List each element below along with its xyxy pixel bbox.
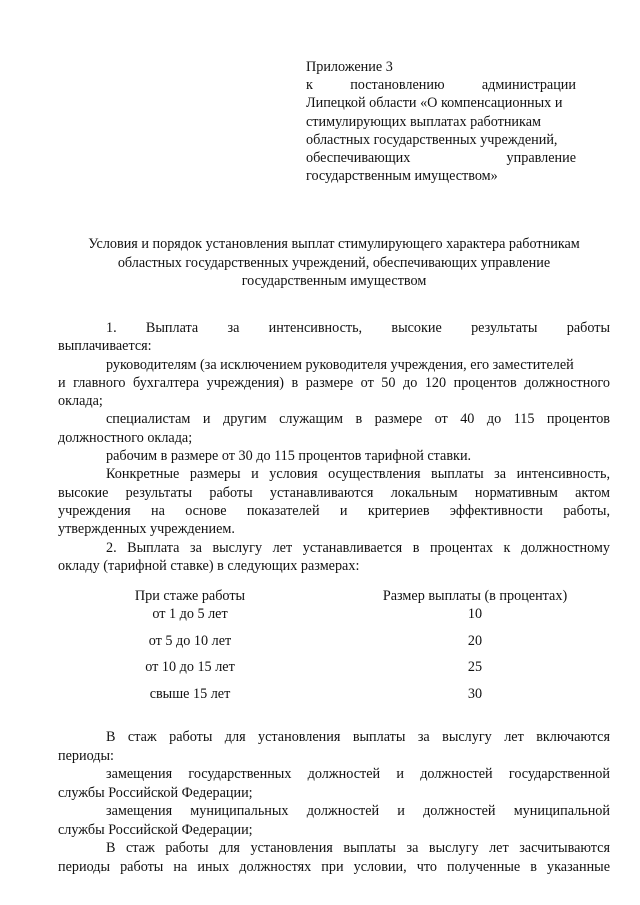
text-line: службы Российской Федерации; xyxy=(58,784,253,801)
text-line: руководителям (за исключением руководителя учреждения, его заместителей xyxy=(106,356,574,373)
paragraph-1 xyxy=(58,319,610,356)
text-line: окладу (тарифной ставке) в следующих размерах: xyxy=(58,557,360,574)
paragraph-10 xyxy=(58,839,610,876)
text-line: 2. Выплата за выслугу лет устанавливается в процентах к должностному xyxy=(106,539,610,556)
document-title xyxy=(58,235,610,291)
text-line: В стаж работы для установления выплаты за выслугу лет включаются xyxy=(106,729,610,745)
appendix-line: государственным имуществом» xyxy=(306,168,498,185)
text-line: Конкретные размеры и условия осуществления выплаты за интенсивность, xyxy=(106,466,610,483)
text-line: высокие результаты работы устанавливаются локальным нормативным актом xyxy=(58,484,610,501)
table-header: При стаже работы xyxy=(134,588,246,604)
table-cell: 25 xyxy=(467,659,483,675)
paragraph-5 xyxy=(58,465,610,538)
table-row xyxy=(110,686,610,713)
table-cell: от 1 до 5 лет xyxy=(152,606,228,622)
paragraph-2 xyxy=(58,356,610,411)
text-line: рабочим в размере от 30 до 115 процентов тарифной ставки. xyxy=(106,448,472,465)
paragraph-3 xyxy=(58,410,610,447)
text-line: службы Российской Федерации; xyxy=(58,821,253,838)
text-line: выплачивается: xyxy=(58,338,152,355)
appendix-line: к постановлению администрации xyxy=(306,77,576,94)
table-row xyxy=(110,606,610,633)
paragraph-4 xyxy=(58,447,610,465)
appendix-block xyxy=(306,58,576,185)
text-line: 1. Выплата за интенсивность, высокие результаты работы xyxy=(106,320,610,336)
table-cell: 30 xyxy=(467,685,483,702)
title-line: Условия и порядок установления выплат стимулирующего характера работникам xyxy=(88,236,580,252)
text-line: утвержденных учреждением. xyxy=(58,521,235,538)
text-line: специалистам и другим служащим в размере от 40 до 115 процентов xyxy=(106,411,610,428)
table-cell: от 10 до 15 лет xyxy=(145,659,235,675)
text-line: учреждения на основе показателей и критериев эффективности работы, xyxy=(58,502,610,519)
paragraph-6 xyxy=(58,539,610,576)
seniority-table xyxy=(110,588,610,712)
text-line: периоды: xyxy=(58,747,114,764)
text-line: должностного оклада; xyxy=(58,429,193,446)
appendix-line: Липецкой области «О компенсационных и xyxy=(306,95,563,112)
table-header: Размер выплаты (в процентах) xyxy=(382,588,568,604)
section-2 xyxy=(58,728,610,876)
section-1 xyxy=(58,319,610,575)
table-cell: свыше 15 лет xyxy=(149,685,231,702)
table-cell: от 5 до 10 лет xyxy=(148,632,232,649)
text-line: оклада; xyxy=(58,393,103,410)
text-line: периоды работы на иных должностях при условии, что полученные в указанные xyxy=(58,858,610,875)
paragraph-8 xyxy=(58,765,610,802)
title-line: государственным имуществом xyxy=(241,273,427,290)
appendix-line: стимулирующих выплатах работникам xyxy=(306,113,541,130)
appendix-line: Приложение 3 xyxy=(306,59,393,75)
table-cell: 10 xyxy=(467,606,483,622)
text-line: замещения муниципальных должностей и должностей муниципальной xyxy=(106,803,610,819)
paragraph-7 xyxy=(58,728,610,765)
appendix-line: обеспечивающих управление xyxy=(306,150,576,167)
title-line: областных государственных учреждений, обеспечивающих управление xyxy=(117,254,551,271)
text-line: замещения государственных должностей и должностей государственной xyxy=(106,766,610,782)
table-row xyxy=(110,633,610,660)
table-cell: 20 xyxy=(467,632,483,649)
paragraph-9 xyxy=(58,802,610,839)
table-header-row xyxy=(110,588,610,606)
text-line: В стаж работы для установления выплаты за выслугу лет засчитываются xyxy=(106,840,610,856)
table-row xyxy=(110,659,610,686)
text-line: и главного бухгалтера учреждения) в размере от 50 до 120 процентов должностного xyxy=(58,374,610,391)
appendix-line: областных государственных учреждений, xyxy=(306,131,558,148)
